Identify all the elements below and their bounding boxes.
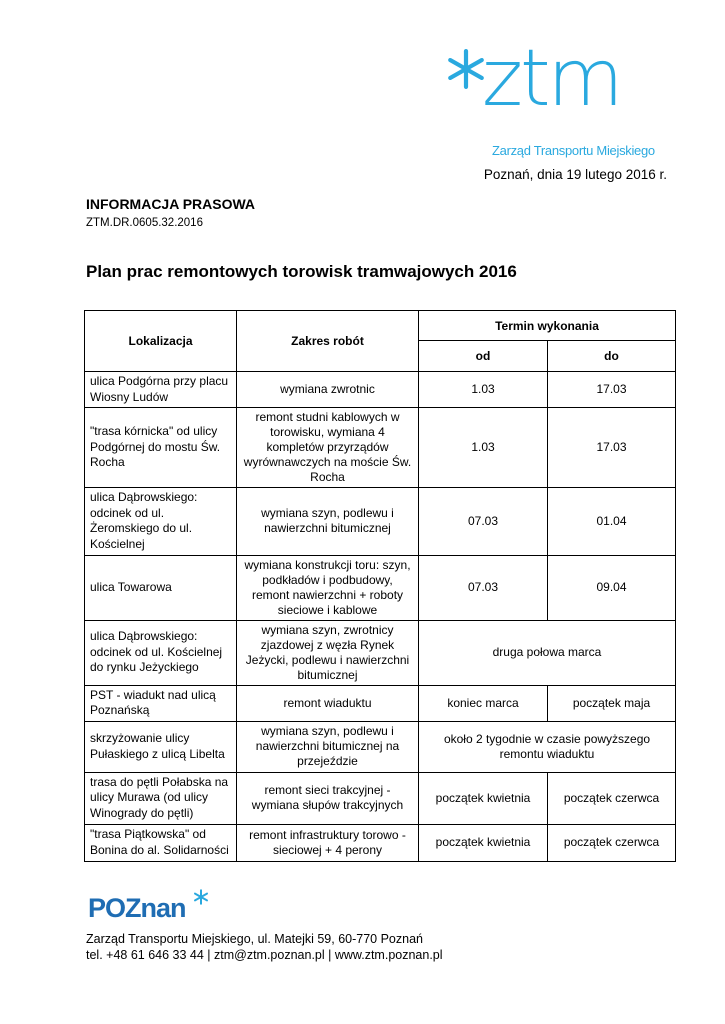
date-line: Poznań, dnia 19 lutego 2016 r. [483, 167, 667, 182]
cell-scope: wymiana szyn, podlewu i nawierzchni bitumicznej na przejeździe [237, 721, 419, 772]
table-row [85, 488, 676, 555]
cell-from: początek kwietnia [419, 824, 548, 861]
table-row [85, 555, 676, 620]
cell-scope: wymiana szyn, zwrotnicy zjazdowej z węzła Rynek Jeżycki, podlewu i nawierzchni bitumicznej [237, 620, 419, 685]
header-deadline: Termin wykonania [419, 311, 676, 341]
footer-contact: tel. +48 61 646 33 44 | ztm@ztm.poznan.pl | www.ztm.poznan.pl [86, 948, 443, 962]
cell-location: ulica Podgórna przy placu Wiosny Ludów [85, 372, 237, 408]
cell-scope: remont studni kablowych w torowisku, wymiana 4 kompletów przyrządów wyrównawczych na moście Św. Rocha [237, 408, 419, 488]
cell-from: 1.03 [419, 408, 548, 488]
table-row [85, 620, 676, 685]
header-to: do [548, 341, 676, 372]
table-row [85, 824, 676, 861]
ztm-star-icon [445, 48, 487, 90]
cell-to: 17.03 [548, 372, 676, 408]
table-row [85, 772, 676, 824]
cell-scope: remont infrastruktury torowo - sieciowej + 4 perony [237, 824, 419, 861]
cell-location: "trasa kórnicka" od ulicy Podgórnej do mostu Św. Rocha [85, 408, 237, 488]
poznan-logo-bold: POZ [88, 893, 141, 923]
cell-location: PST - wiadukt nad ulicą Poznańską [85, 685, 237, 721]
header-from: od [419, 341, 548, 372]
header-location: Lokalizacja [85, 311, 237, 372]
cell-location: ulica Dąbrowskiego: odcinek od ul. Kościelnej do rynku Jeżyckiego [85, 620, 237, 685]
poznan-logo [88, 893, 186, 924]
cell-to: początek czerwca [548, 824, 676, 861]
cell-to: 09.04 [548, 555, 676, 620]
cell-deadline-merged: około 2 tygodnie w czasie powyższego remontu wiaduktu [419, 721, 676, 772]
table-row [85, 685, 676, 721]
page-title: Plan prac remontowych torowisk tramwajowych 2016 [86, 262, 517, 281]
cell-to: 17.03 [548, 408, 676, 488]
cell-to: początek maja [548, 685, 676, 721]
cell-from: 07.03 [419, 555, 548, 620]
footer-address-block [86, 931, 443, 963]
footer-address: Zarząd Transportu Miejskiego, ul. Matejki 59, 60-770 Poznań [86, 932, 423, 946]
cell-scope: wymiana konstrukcji toru: szyn, podkładów i podbudowy, remont nawierzchni + roboty sieciowe i kablowe [237, 555, 419, 620]
cell-location: skrzyżowanie ulicy Pułaskiego z ulicą Libelta [85, 721, 237, 772]
cell-to: 01.04 [548, 488, 676, 555]
header-scope: Zakres robót [237, 311, 419, 372]
cell-location: ulica Dąbrowskiego: odcinek od ul. Żeromskiego do ul. Kościelnej [85, 488, 237, 555]
press-label: INFORMACJA PRASOWA [86, 196, 256, 212]
cell-scope: remont sieci trakcyjnej - wymiana słupów trakcyjnych [237, 772, 419, 824]
table-row [85, 408, 676, 488]
cell-location: trasa do pętli Połabska na ulicy Murawa (od ulicy Winogrady do pętli) [85, 772, 237, 824]
ztm-logo-text: ztm [482, 34, 621, 124]
cell-scope: wymiana zwrotnic [237, 372, 419, 408]
cell-from: 1.03 [419, 372, 548, 408]
cell-scope: remont wiaduktu [237, 685, 419, 721]
cell-deadline-merged: druga połowa marca [419, 620, 676, 685]
cell-from: 07.03 [419, 488, 548, 555]
cell-to: początek czerwca [548, 772, 676, 824]
cell-from: początek kwietnia [419, 772, 548, 824]
cell-location: "trasa Piątkowska" od Bonina do al. Solidarności [85, 824, 237, 861]
cell-location: ulica Towarowa [85, 555, 237, 620]
table-row [85, 372, 676, 408]
cell-from: koniec marca [419, 685, 548, 721]
works-table [84, 310, 676, 862]
ztm-logo-subtitle: Zarząd Transportu Miejskiego [492, 143, 655, 158]
poznan-star-icon [193, 889, 209, 905]
reference-number: ZTM.DR.0605.32.2016 [86, 217, 203, 229]
table-row [85, 721, 676, 772]
poznan-logo-rest: nan [140, 893, 186, 923]
cell-scope: wymiana szyn, podlewu i nawierzchni bitumicznej [237, 488, 419, 555]
